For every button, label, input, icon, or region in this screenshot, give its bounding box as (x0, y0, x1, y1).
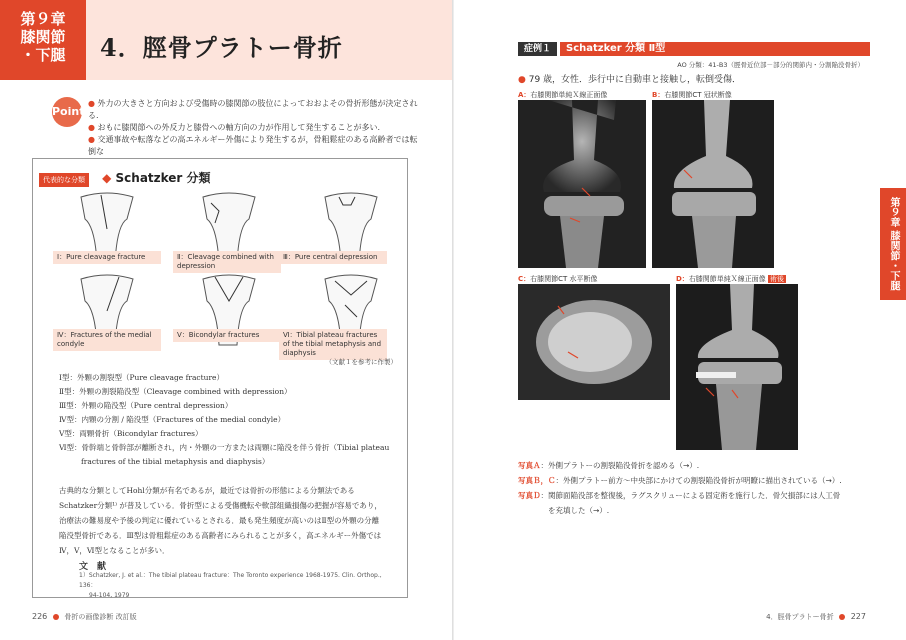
caption-line: 写真Ｄ：関節面陥没部を整復後，ラグスクリューによる固定術を施行した．骨欠損部には人工骨 (518, 491, 841, 500)
type-line: Ⅱ型：外顆の割裂陥没型（Cleavage combined with depression） (59, 387, 292, 396)
figure-captions (518, 458, 866, 518)
box-title: ◆ Schatzker 分類 (102, 171, 211, 185)
type-caption: Ⅲ：Pure central depression (279, 251, 387, 264)
chapter-number: 第９章 (20, 10, 66, 28)
type-line: Ⅲ型：外顆の陥没型（Pure central depression） (59, 401, 233, 410)
point-item: ● 交通事故や転落などの高エネルギー外傷により発生するが，骨粗鬆症のある高齢者では転倒な (88, 135, 418, 156)
case-label: 症例１ (518, 42, 557, 56)
image-label-b: B：右膝関節CT 冠状断像 (652, 91, 732, 99)
xray-a-graphic (518, 100, 646, 268)
type-caption: Ⅰ：Pure cleavage fracture (53, 251, 161, 264)
type-line: Ⅵ型：骨幹端と骨幹部が離断され，内・外顆の一方または両顆に陥没を伴う骨折（Tibial plateau (59, 443, 390, 452)
box-tag: 代表的な分類 (39, 173, 89, 187)
image-label-c: C：右膝関節CT 水平断像 (518, 275, 598, 283)
source-note: （文献１を参考に作製） (325, 358, 397, 366)
caption-line: を充填した（→）. (548, 506, 610, 515)
classification-box (32, 158, 408, 598)
section-title: 4．脛骨プラトー骨折 (766, 613, 834, 621)
chapter-tab (0, 0, 86, 80)
type-line: Ⅳ型：内顆の分割 / 陥没型（Fractures of the medial condyle） (59, 415, 286, 424)
patient-info: ● 79 歳，女性．歩行中に自動車と接触し，転倒受傷． (518, 75, 742, 85)
chapter-name: 膝関節 (20, 28, 66, 46)
references-heading: 文 献 (79, 562, 107, 572)
caption-line: 写真Ｂ，Ｃ：外側プラトー前方～中央部にかけての割裂陥没骨折が明瞭に描出されている（→）. (518, 476, 842, 485)
xray-image-a (518, 100, 646, 268)
type-line: fractures of the tibial metaphysis and diaphysis） (81, 457, 270, 466)
postop-badge: 術後 (770, 275, 785, 283)
xray-image-b (652, 100, 774, 268)
type-caption: Ⅵ：Tibial plateau fractures of the tibial metaphysis and diaphysis (279, 329, 387, 360)
image-label-d: D：右膝関節単純Ｘ線正面像 術後 (676, 275, 785, 283)
case-title: Schatzker 分類 Ⅱ型 (560, 42, 870, 56)
type-line: Ⅰ型：外顆の割裂型（Pure cleavage fracture） (59, 373, 224, 382)
type-line: Ⅴ型：両顆骨折（Bicondylar fractures） (59, 429, 203, 438)
gutter (452, 0, 454, 640)
type-caption: Ⅱ：Cleavage combined with depression (173, 251, 281, 273)
right-footer (766, 612, 866, 622)
type-caption: Ⅴ：Bicondylar fractures (173, 329, 281, 342)
page-title: 4．脛骨プラトー骨折 (100, 33, 343, 62)
chapter-name-2: ・下腿 (20, 46, 66, 64)
type-caption: Ⅳ：Fractures of the medial condyle (53, 329, 161, 351)
type-list (59, 371, 399, 469)
xray-b-graphic (652, 100, 774, 268)
page-number: 227 (850, 612, 866, 621)
reference-item: 1）Schatzker, J. et al.：The tibial plateau fracture：The Toronto experience 1968-1975. Clin. Orthop., 136： 94-104, 1979 (79, 572, 382, 599)
body-paragraph: 古典的な分類としてHohl分類が有名であるが，最近では骨折の形態による分類法である Schatzker分類¹⁾ が普及している．骨折型による受傷機転や軟部組織損傷の把握が容易であり， 治療法の難易度や予後の判定に優れているとされる．最も発生頻度が高いのはⅡ型の外顆の分離 陥没型骨折である．Ⅲ型は骨粗鬆症のある高齢者にみられることが多く，高エネルギー外傷では Ⅳ，Ⅴ，Ⅵ型となることが多い． (59, 486, 382, 555)
ao-classification: AO 分類：41-B3（脛骨近位部－部分的関節内・分割陥没骨折） (677, 61, 864, 69)
xray-c-graphic (518, 284, 670, 400)
point-badge: Point (52, 97, 82, 127)
xray-d-graphic (676, 284, 798, 450)
point-item: ● 外力の大きさと方向および受傷時の膝関節の肢位によっておおよその骨折形態が決定される. (88, 99, 418, 120)
xray-image-d (676, 284, 798, 450)
caption-line: 写真Ａ：外側プラトーの割裂陥没骨折を認める（→）. (518, 461, 700, 470)
chapter-side-tab: 第９章 膝関節・下腿 (880, 188, 906, 300)
image-label-a: A：右膝関節単純Ｘ線正面像 (518, 91, 608, 99)
left-footer (32, 612, 137, 622)
point-item: ● おもに膝関節への外反力と膝骨への軸方向の力が作用して発生することが多い. (88, 123, 381, 132)
xray-image-c (518, 284, 670, 400)
page-number: 226 (32, 612, 48, 621)
book-title: 骨折の画像診断 改訂版 (64, 613, 137, 621)
